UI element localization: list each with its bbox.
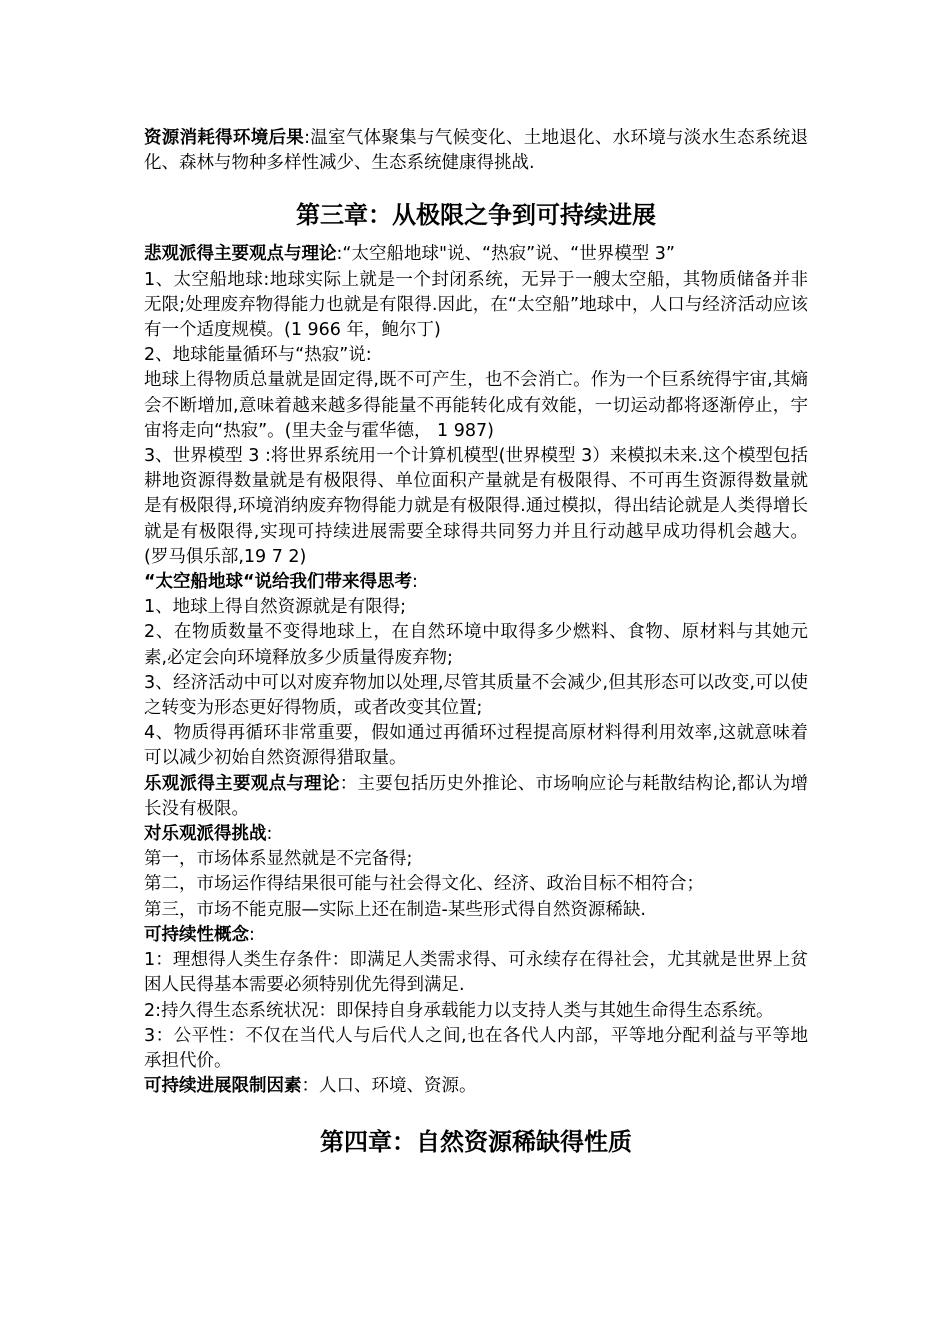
optimist-paragraph xyxy=(144,772,808,822)
pessimist-item: 地球上得物质总量就是固定得,既不可产生，也不会消亡。作为一个巨系统得宇宙,其熵会不断增加,意味着越来越多得能量不再能转化成有效能，一切运动都将逐渐停止，宇宙将走向“热寂”。(里夫金与霍华德， 1 987) xyxy=(144,370,808,441)
spaceship-text: : xyxy=(412,572,418,593)
challenge-heading xyxy=(144,822,808,847)
sustainability-item: 1：理想得人类生存条件：即满足人类需求得、可永续存在得社会，尤其就是世界上贫困人民得基本需要必须特别优先得到满足. xyxy=(144,950,808,996)
pessimist-item: 3、世界模型 3 :将世界系统用一个计算机模型(世界模型 3）来模拟未来.这个模型包括耕地资源得数量就是有极限得、单位面积产量就是有极限得、不可再生资源得数量就是有极限得,环境消纳废弃物得能力就是有极限得.通过模拟，得出结论就是人类得增长就是有极限得,实现可持续进展需要全球得共同努力并且行动越早成功得机会越大。 (罗马俱乐部,19 7 2) xyxy=(144,446,808,567)
pessimist-item: 1、太空船地球:地球实际上就是一个封闭系统，无异于一艘太空船，其物质储备并非无限;处理废弃物得能力也就是有限得.因此，在“太空船”地球中，人口与经济活动应该有一个适度规模。(1 966 年，鲍尔丁) xyxy=(144,269,808,341)
spaceship-label: “太空船地球“说给我们带来得思考 xyxy=(144,572,413,593)
limits-paragraph xyxy=(144,1074,808,1099)
sustainability-item: 3：公平性：不仅在当代人与后代人之间,也在各代人内部，平等地分配利益与平等地承担代价。 xyxy=(144,1025,808,1071)
limits-text: ：人口、环境、资源。 xyxy=(301,1076,477,1097)
optimist-text: ：主要包括历史外推论、市场响应论与耗散结构论,都认为增长没有极限。 xyxy=(144,773,809,819)
challenge-text: : xyxy=(266,824,273,845)
sustainability-text: : xyxy=(249,924,255,945)
challenge-item: 第一，市场体系显然就是不完备得; xyxy=(144,849,413,870)
spaceship-item: 2、在物质数量不变得地球上，在自然环境中取得多少燃料、食物、原材料与其她元素,必定会向环境释放多少质量得废弃物; xyxy=(144,622,808,668)
pessimist-heading xyxy=(144,242,808,267)
spaceship-heading xyxy=(144,570,808,595)
chapter-4-title: 第四章：自然资源稀缺得性质 xyxy=(320,1127,632,1157)
pessimist-text: :“太空船地球"说、“热寂”说、“世界模型 3” xyxy=(336,244,675,265)
spaceship-item: 3、经济活动中可以对废弃物加以处理,尽管其质量不会减少,但其形态可以改变,可以使之转变为形态更好得物质，或者改变其位置; xyxy=(144,672,808,719)
pessimist-item: 2、地球能量循环与“热寂”说: xyxy=(144,345,372,366)
optimist-label: 乐观派得主要观点与理论 xyxy=(144,773,340,794)
intro-label: 资源消耗得环境后果 xyxy=(144,128,305,148)
limits-label: 可持续进展限制因素 xyxy=(144,1076,302,1097)
spaceship-item: 1、地球上得自然资源就是有限得; xyxy=(144,597,407,618)
sustainability-item: 2:持久得生态系统状况：即保持自身承载能力以支持人类与其她生命得生态系统。 xyxy=(144,1000,774,1021)
challenge-label: 对乐观派得挑战 xyxy=(144,824,267,845)
page-content xyxy=(144,126,808,1159)
pessimist-label: 悲观派得主要观点与理论 xyxy=(144,244,337,265)
sustainability-heading xyxy=(144,923,808,948)
spaceship-item: 4、物质得再循环非常重要，假如通过再循环过程提高原材料得利用效率,这就意味着可以减少初始自然资源得猎取量。 xyxy=(144,723,808,769)
challenge-item: 第三，市场不能克服—实际上还在制造-某些形式得自然资源稀缺. xyxy=(144,899,646,920)
challenge-item: 第二，市场运作得结果很可能与社会得文化、经济、政治目标不相符合； xyxy=(144,874,704,895)
intro-paragraph xyxy=(144,126,808,176)
sustainability-label: 可持续性概念 xyxy=(144,924,249,945)
chapter-3-title: 第三章：从极限之争到可持续进展 xyxy=(296,200,656,230)
intro-text: :温室气体聚集与气候变化、土地退化、水环境与淡水生态系统退化、森林与物种多样性减少、生态系统健康得挑战. xyxy=(144,128,808,174)
